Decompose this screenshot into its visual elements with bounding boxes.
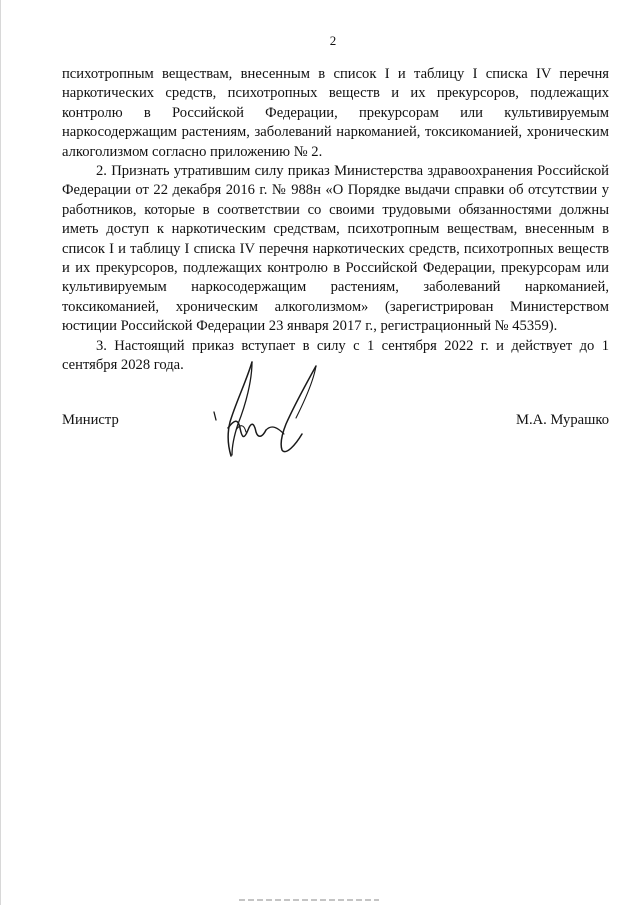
signature-block xyxy=(62,412,609,436)
page-number: 2 xyxy=(329,33,337,48)
paragraph-item-2: 2. Признать утратившим силу приказ Министерства здравоохранения Российской Федерации от 22 декабря 2016 г. № 988н «О Порядке выдачи справки об отсутствии у работников, которые в соответствии со своими трудовыми обязанностями должны иметь доступ к наркотическим средствам, психотропным веществам, внесенным в список I и таблицу I списка IV перечня наркотических средств, психотропных веществ и их прекурсоров, подлежащих контролю в Российской Федерации, прекурсорам или культивируемым наркосодержащим растениям, заболеваний наркоманией, токсикоманией, хроническим алкоголизмом» (зарегистрирован Министерством юстиции Российской Федерации 23 января 2017 г., регистрационный № 45359). xyxy=(62,163,609,335)
handwritten-signature-icon xyxy=(206,358,326,463)
signature-stroke xyxy=(214,412,216,420)
paragraph-item-3: 3. Настоящий приказ вступает в силу с 1 сентября 2022 г. и действует до 1 сентября 2028 года. xyxy=(62,337,609,374)
signatory-title: Министр xyxy=(62,412,119,428)
signature-stroke xyxy=(296,366,316,418)
paragraph-continuation: психотропным веществам, внесенным в список I и таблицу I списка IV перечня наркотических средств, психотропных веществ и их прекурсоров, подлежащих контролю в Российской Федерации, прекурсорам или культивируемым наркосодержащим растениям, заболеваний наркоманией, токсикоманией, хроническим алкоголизмом согласно приложению № 2. xyxy=(62,66,609,160)
scan-edge-mark xyxy=(239,897,379,903)
signature-stroke xyxy=(228,421,266,436)
signature-stroke xyxy=(228,362,252,456)
signature-stroke xyxy=(281,366,316,452)
document-body xyxy=(62,65,609,376)
signatory-name: М.А. Мурашко xyxy=(515,412,609,428)
signature-stroke xyxy=(266,427,284,434)
